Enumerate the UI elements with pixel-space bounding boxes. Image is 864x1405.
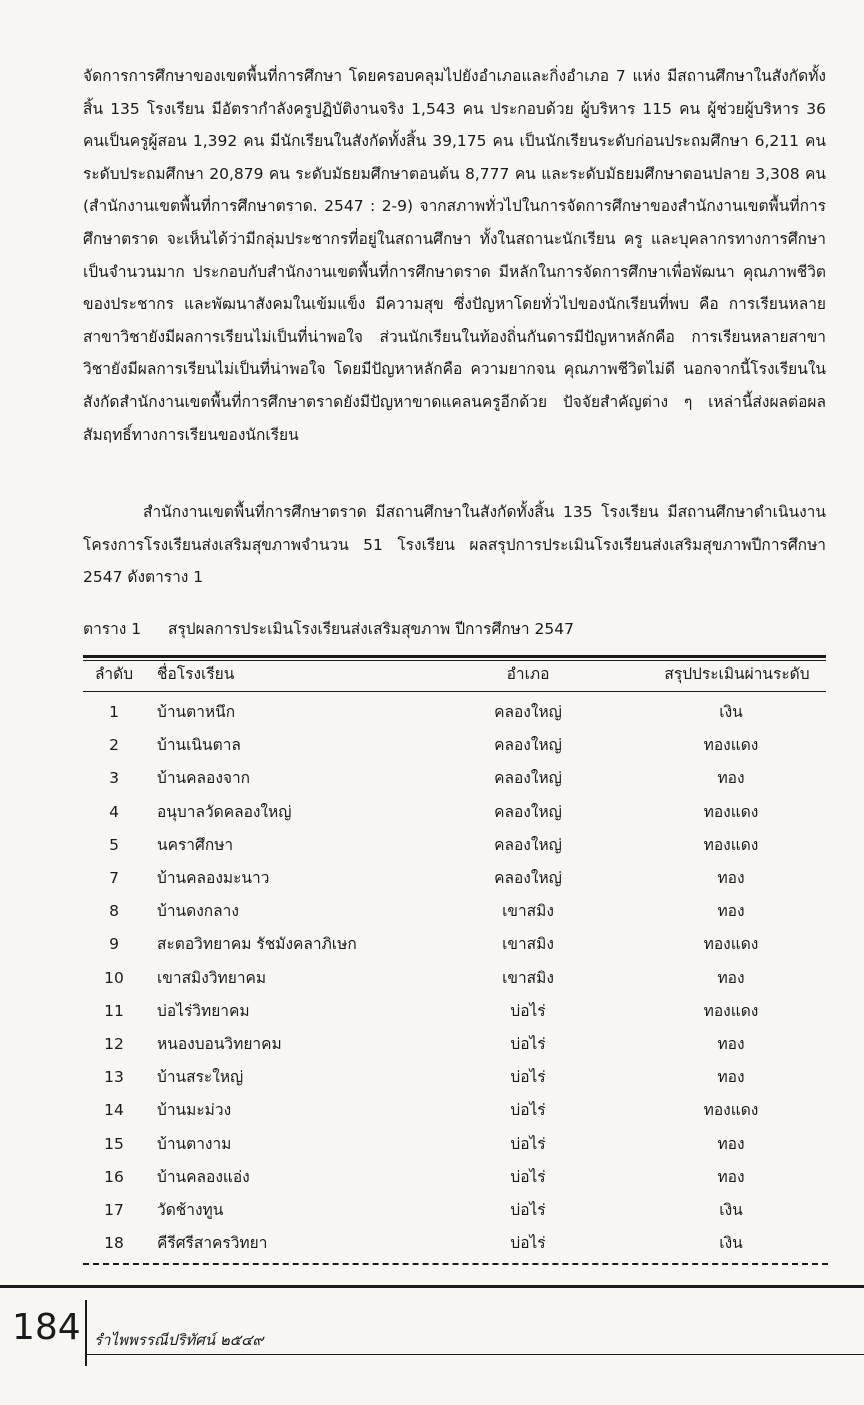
- cell-assessment-level: ทองแดง: [703, 835, 759, 854]
- table-bottom-rule: [83, 1263, 828, 1265]
- table-caption-text: สรุปผลการประเมินโรงเรียนส่งเสริมสุขภาพ ปีการศึกษา 2547: [168, 620, 574, 638]
- cell-order: 16: [104, 1167, 124, 1186]
- header-district: อำเภอ: [506, 665, 550, 683]
- cell-district: บ่อไร่: [510, 1101, 546, 1120]
- footer-divider: [85, 1300, 87, 1366]
- table-row: [83, 729, 826, 762]
- cell-district: คลองใหญ่: [494, 802, 562, 821]
- page-number: 184: [12, 1307, 81, 1348]
- cell-school-name: บ้านมะม่วง: [157, 1101, 232, 1120]
- body-paragraph-2: สำนักงานเขตพื้นที่การศึกษาตราด มีสถานศึกษาในสังกัดทั้งสิ้น 135 โรงเรียน มีสถานศึกษาดำเนินงานโครงการโรงเรียนส่งเสริมสุขภาพจำนวน 51 โรงเรียน ผลสรุปการประเมินโรงเรียนส่งเสริมสุขภาพปีการศึกษา 2547 ดังตาราง 1: [83, 503, 826, 587]
- cell-district: บ่อไร่: [510, 1234, 546, 1253]
- table-row: [83, 928, 826, 961]
- cell-assessment-level: ทอง: [717, 902, 745, 921]
- table-row: [83, 1194, 826, 1227]
- cell-order: 1: [109, 703, 119, 721]
- cell-district: บ่อไร่: [510, 1068, 546, 1087]
- cell-order: 14: [104, 1101, 124, 1120]
- cell-order: 7: [109, 869, 119, 887]
- cell-school-name: สะตอวิทยาคม รัชมังคลาภิเษก: [157, 935, 357, 954]
- cell-school-name: บ้านตาหนึก: [157, 703, 236, 721]
- table-row: [83, 1161, 826, 1194]
- cell-school-name: บ้านดงกลาง: [157, 902, 239, 921]
- header-school-name: ชื่อโรงเรียน: [157, 665, 235, 683]
- cell-school-name: นคราศึกษา: [157, 835, 234, 854]
- cell-district: บ่อไร่: [510, 1001, 546, 1020]
- cell-order: 17: [104, 1201, 124, 1219]
- table-caption: [83, 616, 574, 641]
- cell-order: 10: [104, 968, 124, 987]
- table-row: [83, 862, 826, 895]
- cell-order: 9: [109, 935, 119, 954]
- cell-assessment-level: ทองแดง: [703, 736, 759, 755]
- table-row: [83, 829, 826, 862]
- cell-assessment-level: เงิน: [719, 703, 743, 721]
- cell-school-name: บ้านคลองจาก: [157, 769, 251, 788]
- cell-assessment-level: ทองแดง: [703, 1001, 759, 1020]
- cell-school-name: บ้านตางาม: [157, 1134, 232, 1153]
- footer-underline: [87, 1354, 864, 1355]
- cell-district: บ่อไร่: [510, 1134, 546, 1153]
- table-header-rule: [83, 691, 826, 692]
- journal-title: รำไพพรรณีปริทัศน์ ๒๕๔๙: [94, 1331, 264, 1349]
- cell-order: 18: [104, 1234, 124, 1253]
- table-row: [83, 895, 826, 928]
- table-header-row: [83, 658, 826, 691]
- cell-order: 13: [104, 1068, 124, 1087]
- table-row: [83, 1227, 826, 1260]
- table-row: [83, 696, 826, 729]
- cell-school-name: บ้านเนินตาล: [157, 736, 241, 755]
- cell-order: 3: [109, 769, 119, 788]
- cell-district: เขาสมิง: [502, 935, 554, 954]
- cell-assessment-level: เงิน: [719, 1234, 743, 1253]
- cell-school-name: หนองบอนวิทยาคม: [157, 1035, 282, 1053]
- cell-district: บ่อไร่: [510, 1201, 546, 1219]
- cell-school-name: อนุบาลวัดคลองใหญ่: [157, 802, 292, 821]
- cell-assessment-level: ทองแดง: [703, 1101, 759, 1120]
- table-row: [83, 995, 826, 1028]
- table-row: [83, 1061, 826, 1094]
- body-paragraph-1: จัดการการศึกษาของเขตพื้นที่การศึกษา โดยครอบคลุมไปยังอำเภอและกิ่งอำเภอ 7 แห่ง มีสถานศึกษาในสังกัดทั้งสิ้น 135 โรงเรียน มีอัตรากำลังครูปฏิบัติงานจริง 1,543 คน ประกอบด้วย ผู้บริหาร 115 คน ผู้ช่วยผู้บริหาร 36 คนเป็นครูผู้สอน 1,392 คน มีนักเรียนในสังกัดทั้งสิ้น 39,175 คน เป็นนักเรียนระดับก่อนประถมศึกษา 6,211 คน ระดับประถมศึกษา 20,879 คน ระดับมัธยมศึกษาตอนต้น 8,777 คน และระดับมัธยมศึกษาตอนปลาย 3,308 คน (สำนักงานเขตพื้นที่การศึกษาตราด. 2547 : 2-9) จากสภาพทั่วไปในการจัดการศึกษาของสำนักงานเขตพื้นที่การศึกษาตราด จะเห็นได้ว่ามีกลุ่มประชากรที่อยู่ในสถานศึกษา ทั้งในสถานะนักเรียน ครู และบุคลากรทางการศึกษาเป็นจำนวนมาก ประกอบกับสำนักงานเขตพื้นที่การศึกษาตราด มีหลักในการจัดการศึกษาเพื่อพัฒนา คุณภาพชีวิตของประชากร และพัฒนาสังคมในเข้มแข็ง มีความสุข ซึ่งปัญหาโดยทั่วไปของนักเรียนที่พบ คือ การเรียนหลายสาขาวิชายังมีผลการเรียนไม่เป็นที่น่าพอใจ ส่วนนักเรียนในท้องถิ่นกันดารมีปัญหาหลักคือ การเรียนหลายสาขาวิชายังมีผลการเรียนไม่เป็นที่น่าพอใจ โดยมีปัญหาหลักคือ ความยากจน คุณภาพชีวิตไม่ดี นอกจากนี้โรงเรียนในสังกัดสำนักงานเขตพื้นที่การศึกษาตราดยังมีปัญหาขาดแคลนครูอีกด้วย ปัจจัยสำคัญต่าง ๆ เหล่านี้ส่งผลต่อผลสัมฤทธิ์ทางการเรียนของนักเรียน: [83, 67, 826, 444]
- cell-order: 15: [104, 1134, 124, 1153]
- cell-district: คลองใหญ่: [494, 769, 562, 788]
- table-row: [83, 962, 826, 995]
- cell-school-name: บ้านคลองมะนาว: [157, 869, 270, 887]
- cell-district: บ่อไร่: [510, 1035, 546, 1053]
- cell-district: บ่อไร่: [510, 1167, 546, 1186]
- cell-assessment-level: ทอง: [717, 1068, 745, 1087]
- cell-school-name: บ่อไร่วิทยาคม: [157, 1001, 250, 1020]
- cell-order: 4: [109, 802, 119, 821]
- table-row: [83, 796, 826, 829]
- cell-assessment-level: ทอง: [717, 1134, 745, 1153]
- cell-order: 2: [109, 736, 119, 755]
- cell-school-name: บ้านคลองแอ่ง: [157, 1167, 250, 1186]
- cell-order: 5: [109, 835, 119, 854]
- header-assessment-level: สรุปประเมินผ่านระดับ: [664, 665, 810, 683]
- cell-assessment-level: ทองแดง: [703, 802, 759, 821]
- table-row: [83, 762, 826, 795]
- cell-assessment-level: ทอง: [717, 769, 745, 788]
- cell-assessment-level: ทอง: [717, 869, 745, 887]
- cell-order: 8: [109, 902, 119, 921]
- table-row: [83, 1094, 826, 1127]
- cell-district: คลองใหญ่: [494, 835, 562, 854]
- footer-rule: [0, 1285, 864, 1288]
- table-row: [83, 1128, 826, 1161]
- cell-school-name: เขาสมิงวิทยาคม: [157, 968, 267, 987]
- cell-school-name: คีรีศรีสาครวิทยา: [157, 1234, 268, 1253]
- cell-school-name: บ้านสระใหญ่: [157, 1068, 244, 1087]
- cell-assessment-level: ทอง: [717, 1035, 745, 1053]
- header-order: ลำดับ: [94, 665, 134, 683]
- cell-district: คลองใหญ่: [494, 703, 562, 721]
- cell-assessment-level: เงิน: [719, 1201, 743, 1219]
- cell-order: 12: [104, 1035, 124, 1053]
- cell-district: คลองใหญ่: [494, 869, 562, 887]
- cell-district: เขาสมิง: [502, 968, 554, 987]
- cell-district: คลองใหญ่: [494, 736, 562, 755]
- table-row: [83, 1028, 826, 1061]
- cell-school-name: วัดช้างทูน: [157, 1201, 224, 1219]
- cell-assessment-level: ทองแดง: [703, 935, 759, 954]
- cell-district: เขาสมิง: [502, 902, 554, 921]
- cell-assessment-level: ทอง: [717, 968, 745, 987]
- cell-order: 11: [104, 1001, 124, 1020]
- cell-assessment-level: ทอง: [717, 1167, 745, 1186]
- table-caption-label: ตาราง 1: [83, 620, 142, 638]
